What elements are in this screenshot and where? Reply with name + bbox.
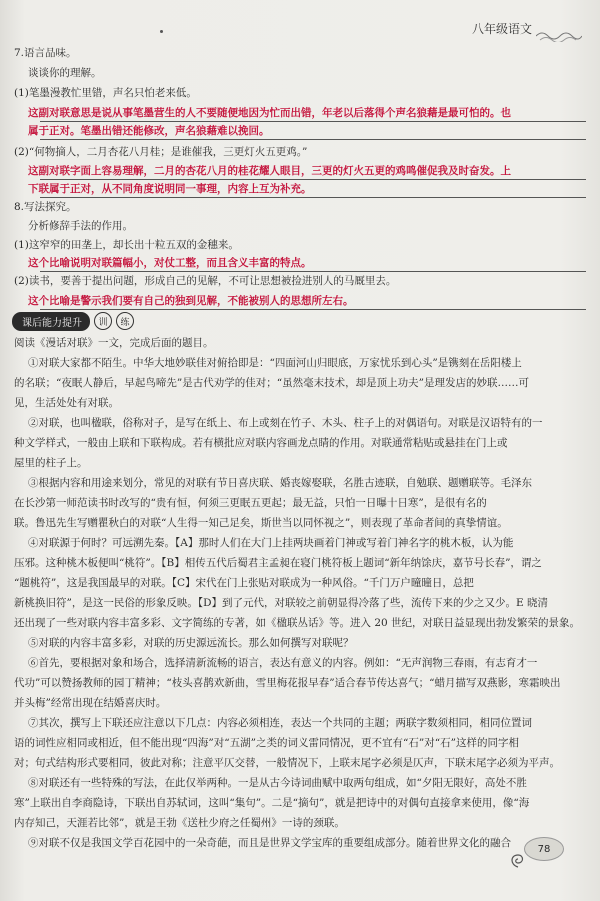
banner-label: 课后能力提升	[12, 312, 90, 331]
q7-sentence-1: (1)笔墨漫教忙里错，声名只怕老来低。	[14, 87, 197, 99]
paragraph-9: ⑨对联不仅是我国文学百花园中的一朵奇葩，而且是世界文学宝库的重要组成部分。随着世界文化的融合	[28, 837, 511, 849]
paragraph-1: ①对联大家都不陌生。中华大地妙联佳对俯拾即是：“四面河山归眼底，万家忧乐到心头”是镌刻在岳阳楼上	[28, 357, 522, 369]
paragraph-4: 压邪。这种桃木板便叫“桃符”。【B】相传五代后蜀君主孟昶在寝门桃符板上题词“新年纳馀庆，嘉节号长春”，谓之	[14, 557, 542, 569]
paragraph-7: ⑦其次，撰写上下联还应注意以下几点：内容必须相连，表达一个共同的主题；两联字数须相同，相同位置词	[28, 717, 532, 729]
paragraph-4: 新桃换旧符”，是这一民俗的形象反映。【D】到了元代，对联较之前朝显得冷落了些，流传下来的少之又少。E 晓清	[14, 597, 549, 609]
paragraph-2: ②对联，也叫楹联，俗称对子，是写在纸上、布上或刻在竹子、木头、柱子上的对偶语句。对联是汉语特有的一	[28, 417, 543, 429]
q7-answer-1-line-2: 属于正对。笔墨出错还能修改，声名狼藉难以挽回。	[28, 125, 270, 137]
banner-char-2: 练	[116, 312, 134, 330]
answer-line	[40, 309, 586, 310]
paragraph-6: ⑥首先，要根据对象和场合，选择清新流畅的语言，表达有意义的内容。例如：“无声润物三春雨，有志育才一	[28, 657, 538, 669]
q7-answer-2-line-1: 这副对联字面上容易理解，二月的杏花八月的桂花耀人眼目，三更的灯火五更的鸡鸣催促我及时奋发。上	[28, 165, 511, 177]
q7-answer-1-line-1: 这副对联意思是说从事笔墨营生的人不要随便地因为忙而出错，年老以后落得个声名狼藉是最可怕的。也	[28, 107, 511, 119]
paragraph-8: 内存知己，天涯若比邻”，就是王勃《送杜少府之任蜀州》一诗的颈联。	[14, 817, 345, 829]
answer-line	[40, 179, 586, 180]
page-number: 78	[524, 837, 564, 861]
banner-char-1: 训	[94, 312, 112, 330]
answer-line	[40, 139, 586, 140]
q7-answer-2-line-2: 下联属于正对，从不同角度说明同一事理，内容上互为补充。	[28, 183, 312, 195]
q8-prompt: 分析修辞手法的作用。	[28, 220, 133, 232]
paragraph-8: ⑧对联还有一些特殊的写法，在此仅举两种。一是从古今诗词曲赋中取两句组成，如“夕阳无限好，高处不胜	[28, 777, 527, 789]
page-header-title: 八年级语文	[471, 22, 532, 36]
paragraph-2: 种文学样式，一般由上联和下联构成。若有横批应对联内容画龙点睛的作用。对联通常粘贴或悬挂在门上或	[14, 437, 508, 449]
q8-title: 8.写法探究。	[14, 201, 77, 213]
paragraph-8: 寒”上联出自李商隐诗，下联出自苏轼词，这叫“集句”。二是“摘句”，就是把诗中的对偶句直接拿来使用，像“海	[14, 797, 530, 809]
binding-dot	[160, 30, 163, 33]
q7-prompt: 谈谈你的理解。	[28, 67, 102, 79]
paragraph-3: 联。鲁迅先生写赠瞿秋白的对联“人生得一知己足矣，斯世当以同怀视之”，则表现了革命者间的真挚情谊。	[14, 517, 508, 529]
paragraph-1: 见，生活处处有对联。	[14, 397, 119, 409]
reading-intro: 阅读《漫话对联》一文，完成后面的题目。	[14, 337, 214, 349]
q8-sentence-1: (1)这窄窄的田垄上，却长出十粒五双的金穗来。	[14, 239, 239, 251]
paragraph-7: 对；句式结构形式要相同，彼此对称；注意平仄交替，一般情况下，上联末尾字必须是仄声，下联末尾字必须为平声。	[14, 757, 560, 769]
paragraph-4: 还出现了一些对联内容丰富多彩、文字简练的专著，如《楹联丛话》等。进入 20 世纪，对联日益显现出勃发繁荣的景象。	[14, 617, 581, 629]
paragraph-4: “题桃符”，这是我国最早的对联。【C】宋代在门上张贴对联成为一种风俗。“千门万户曈曈日，总把	[14, 577, 474, 589]
paragraph-5: ⑤对联的内容丰富多彩，对联的历史源远流长。那么如何撰写对联呢？	[28, 637, 354, 649]
q8-answer-1: 这个比喻说明对联篇幅小，对仗工整，而且含义丰富的特点。	[28, 257, 312, 269]
wave-decoration-icon	[536, 30, 582, 42]
paragraph-2: 屋里的柱子上。	[14, 457, 88, 469]
q8-answer-2: 这个比喻是警示我们要有自己的独到见解，不能被别人的思想所左右。	[28, 295, 354, 307]
paragraph-6: 并头梅”经常出现在结婚喜庆时。	[14, 697, 167, 709]
answer-line	[40, 271, 586, 272]
answer-line	[40, 121, 586, 122]
section-banner	[12, 312, 134, 330]
paragraph-3: ③根据内容和用途来划分，常见的对联有节日喜庆联、婚丧嫁娶联，名胜古迹联，自勉联、题赠联等。毛泽东	[28, 477, 532, 489]
q8-sentence-2: (2)读书，要善于提出问题，形成自己的见解，不可让思想被捡进别人的马厩里去。	[14, 275, 397, 287]
paragraph-6: 代功”可以赞扬教师的园丁精神；“枝头喜鹊欢新曲，雪里梅花报早春”适合春节传达喜气；“蜡月描写双燕影，寒霜映出	[14, 677, 561, 689]
paragraph-3: 在长沙第一师范读书时改写的“贵有恒，何须三更眠五更起；最无益，只怕一日曝十日寒”，是很有名的	[14, 497, 487, 509]
q7-sentence-2: (2)“何物摘人，二月杏花八月桂；是谁催我，三更灯火五更鸡。”	[14, 146, 308, 158]
answer-line	[40, 197, 586, 198]
paragraph-4: ④对联源于何时？可远溯先秦。【A】那时人们在大门上挂两块画着门神或写着门神名字的桃木板，认为能	[28, 537, 514, 549]
q7-title: 7.语言品味。	[14, 47, 77, 59]
paragraph-7: 语的词性应相同或相近，但不能出现“四海”对“五湖”之类的词义雷同情况，更不宜有“石”对“石”这样的同字相	[14, 737, 519, 749]
paragraph-1: 的名联；“夜眠人静后，早起鸟啼先”是古代劝学的佳对；“虽然毫末技术，却是顶上功夫”是理发店的妙联……可	[14, 377, 529, 389]
